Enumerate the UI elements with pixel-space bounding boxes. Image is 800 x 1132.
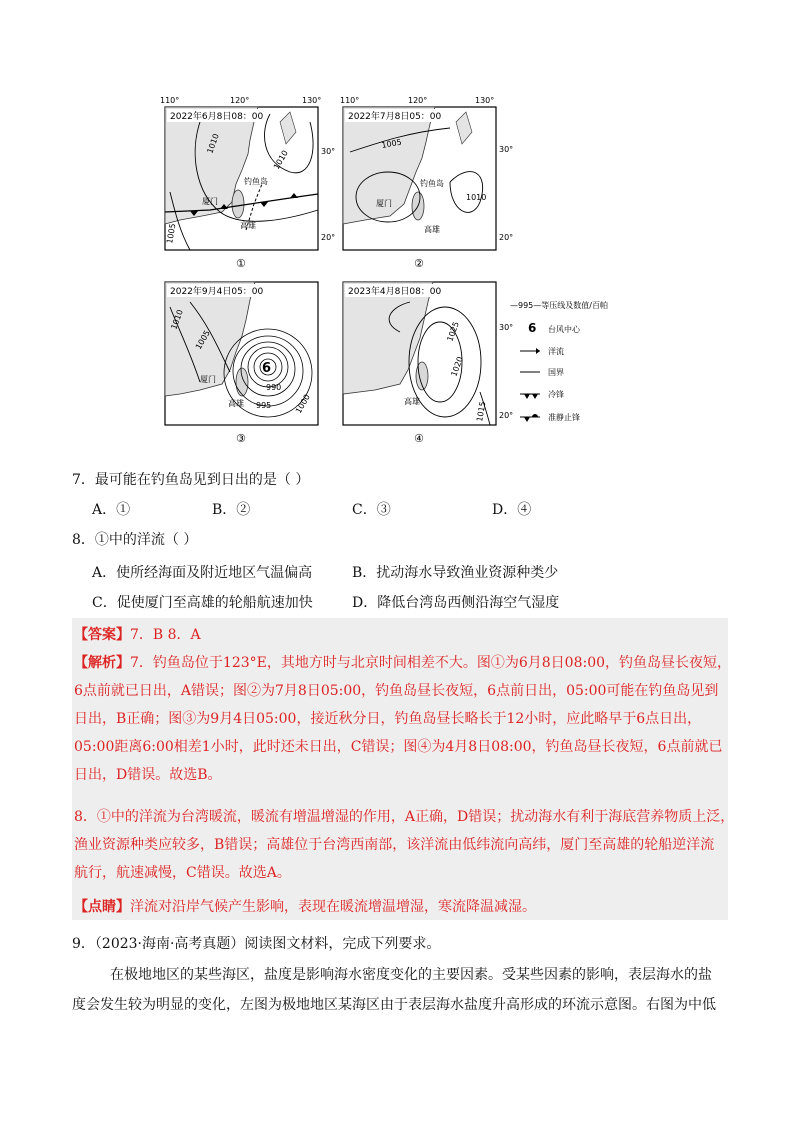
- map-date: 2022年6月8日08：00: [170, 112, 264, 122]
- map-panel-2: [340, 96, 513, 270]
- analysis-line: 【解析】7．钓鱼岛位于123°E，其地方时与北京时间相差不大。图①为6月8日08:00，钓鱼岛昼长夜短，: [74, 655, 732, 671]
- place-label: 厦门: [202, 197, 218, 206]
- q8-option-b: B．扰动海水导致渔业资源种类少: [352, 565, 559, 581]
- isobar-label: 1010: [169, 308, 185, 331]
- isobar-label: 1005: [193, 328, 212, 351]
- panel-caption: ①: [236, 257, 246, 270]
- lon-label: 110°: [340, 96, 360, 105]
- map-panel-1: [160, 96, 335, 270]
- isobar-label: 1000: [293, 392, 312, 415]
- q7-option-d: D．④: [492, 502, 532, 518]
- legend-cold-front: 冷锋: [548, 390, 564, 399]
- isobar-label: 1015: [475, 400, 488, 423]
- q7-option-a: A．①: [92, 502, 131, 518]
- map-panel-3: [165, 282, 318, 445]
- analysis-line: 航行，航速减慢，C错误。故选A。: [74, 865, 291, 881]
- q8-option-d: D．降低台湾岛西侧沿海空气湿度: [352, 595, 560, 611]
- question-8-stem: 8．①中的洋流（ ）: [72, 532, 198, 548]
- place-label: 高雄: [240, 221, 256, 230]
- lon-label: 110°: [160, 96, 180, 105]
- lat-label: 30°: [499, 145, 514, 154]
- map-legend: [510, 300, 608, 422]
- q7-option-c: C．③: [352, 502, 391, 518]
- lat-label: 20°: [499, 411, 514, 420]
- map-date: 2022年7月8日05：00: [348, 112, 442, 122]
- lat-label: 20°: [499, 233, 514, 242]
- isobar-label: 1010: [271, 148, 290, 171]
- isobar-label: 1010: [205, 132, 221, 155]
- place-label: 厦门: [376, 199, 392, 208]
- place-label: 高雄: [424, 225, 440, 234]
- legend-border: 国界: [548, 368, 564, 377]
- isobar-label: 1025: [445, 320, 461, 343]
- lon-label: 130°: [302, 96, 322, 105]
- legend-current: 洋流: [548, 347, 564, 356]
- panel-caption: ④: [414, 432, 424, 445]
- place-label: 钓鱼岛: [420, 179, 444, 188]
- map-date: 2022年9月4日05：00: [170, 287, 264, 297]
- typhoon-center-icon: 6: [528, 321, 537, 335]
- isobar-label: 1005: [380, 137, 403, 150]
- q7-option-b: B．②: [212, 502, 251, 518]
- q9-paragraph-line: 在极地地区的某些海区，盐度是影响海水密度变化的主要因素。受某些因素的影响，表层海水的盐: [110, 967, 712, 983]
- panel-caption: ②: [414, 257, 424, 270]
- isobar-label: 1005: [165, 222, 178, 245]
- analysis-line: 8．①中的洋流为台湾暖流，暖流有增温增湿的作用，A正确，D错误；扰动海水有利于海底营养物质上泛，: [74, 809, 735, 825]
- map-date: 2023年4月8日08：00: [348, 287, 442, 297]
- isobar-label: 990: [266, 383, 282, 392]
- question-9-stem: 9．（2023·海南·高考真题）阅读图文材料，完成下列要求。: [72, 936, 441, 952]
- analysis-line: 05:00距离6:00相差1小时，此时还未日出，C错误；图④为4月8日08:00，钓鱼岛昼长夜短，6点前就已: [74, 739, 723, 755]
- analysis-line: 6点前就已日出，A错误；图②为7月8日05:00，钓鱼岛昼长夜短，6点前日出，05:00可能在钓鱼岛见到: [74, 683, 719, 699]
- analysis-line: 渔业资源种类应较多，B错误；高雄位于台湾西南部，该洋流由低纬流向高纬，厦门至高雄的轮船逆洋流: [74, 837, 715, 853]
- analysis-line: 日出，D错误。故选B。: [74, 767, 222, 783]
- place-label: 高雄: [404, 397, 420, 406]
- analysis-line: 日出，B正确；图③为9月4日05:00，接近秋分日，钓鱼岛昼长略长于12小时，应此略早于6点日出，: [74, 711, 702, 727]
- place-label: 高雄: [228, 399, 244, 408]
- lon-label: 120°: [408, 96, 428, 105]
- isobar-label: 995: [256, 401, 272, 410]
- map-panel-4: [343, 282, 513, 445]
- lat-label: 30°: [499, 323, 514, 332]
- q8-option-a: A．使所经海面及附近地区气温偏高: [92, 565, 313, 581]
- isobar-label: 1020: [449, 355, 465, 378]
- answer-line: 【答案】7．B 8．A: [74, 627, 201, 643]
- legend-isobar: —995—等压线及数值/百帕: [510, 301, 608, 310]
- answer-analysis-box: [72, 618, 735, 920]
- lat-label: 30°: [321, 147, 336, 156]
- lat-label: 20°: [321, 233, 336, 242]
- lon-label: 120°: [230, 96, 250, 105]
- panel-caption: ③: [236, 432, 246, 445]
- question-7-stem: 7．最可能在钓鱼岛见到日出的是（ ）: [72, 472, 310, 488]
- typhoon-center-icon: 6: [262, 361, 272, 376]
- legend-typhoon: 台风中心: [548, 325, 580, 334]
- lon-label: 130°: [475, 96, 495, 105]
- isobar-label: 1010: [466, 193, 487, 202]
- weather-maps-figure: [150, 92, 650, 452]
- place-label: 钓鱼岛: [244, 177, 268, 186]
- place-label: 厦门: [200, 375, 216, 384]
- legend-stationary-front: 准静止锋: [548, 413, 580, 422]
- q8-option-c: C．促使厦门至高雄的轮船航速加快: [92, 595, 313, 611]
- comment-line: 【点睛】洋流对沿岸气候产生影响，表现在暖流增温增湿，寒流降温减湿。: [74, 899, 536, 915]
- q9-paragraph-line: 度会发生较为明显的变化，左图为极地地区某海区由于表层海水盐度升高形成的环流示意图。右图为中低: [72, 997, 716, 1013]
